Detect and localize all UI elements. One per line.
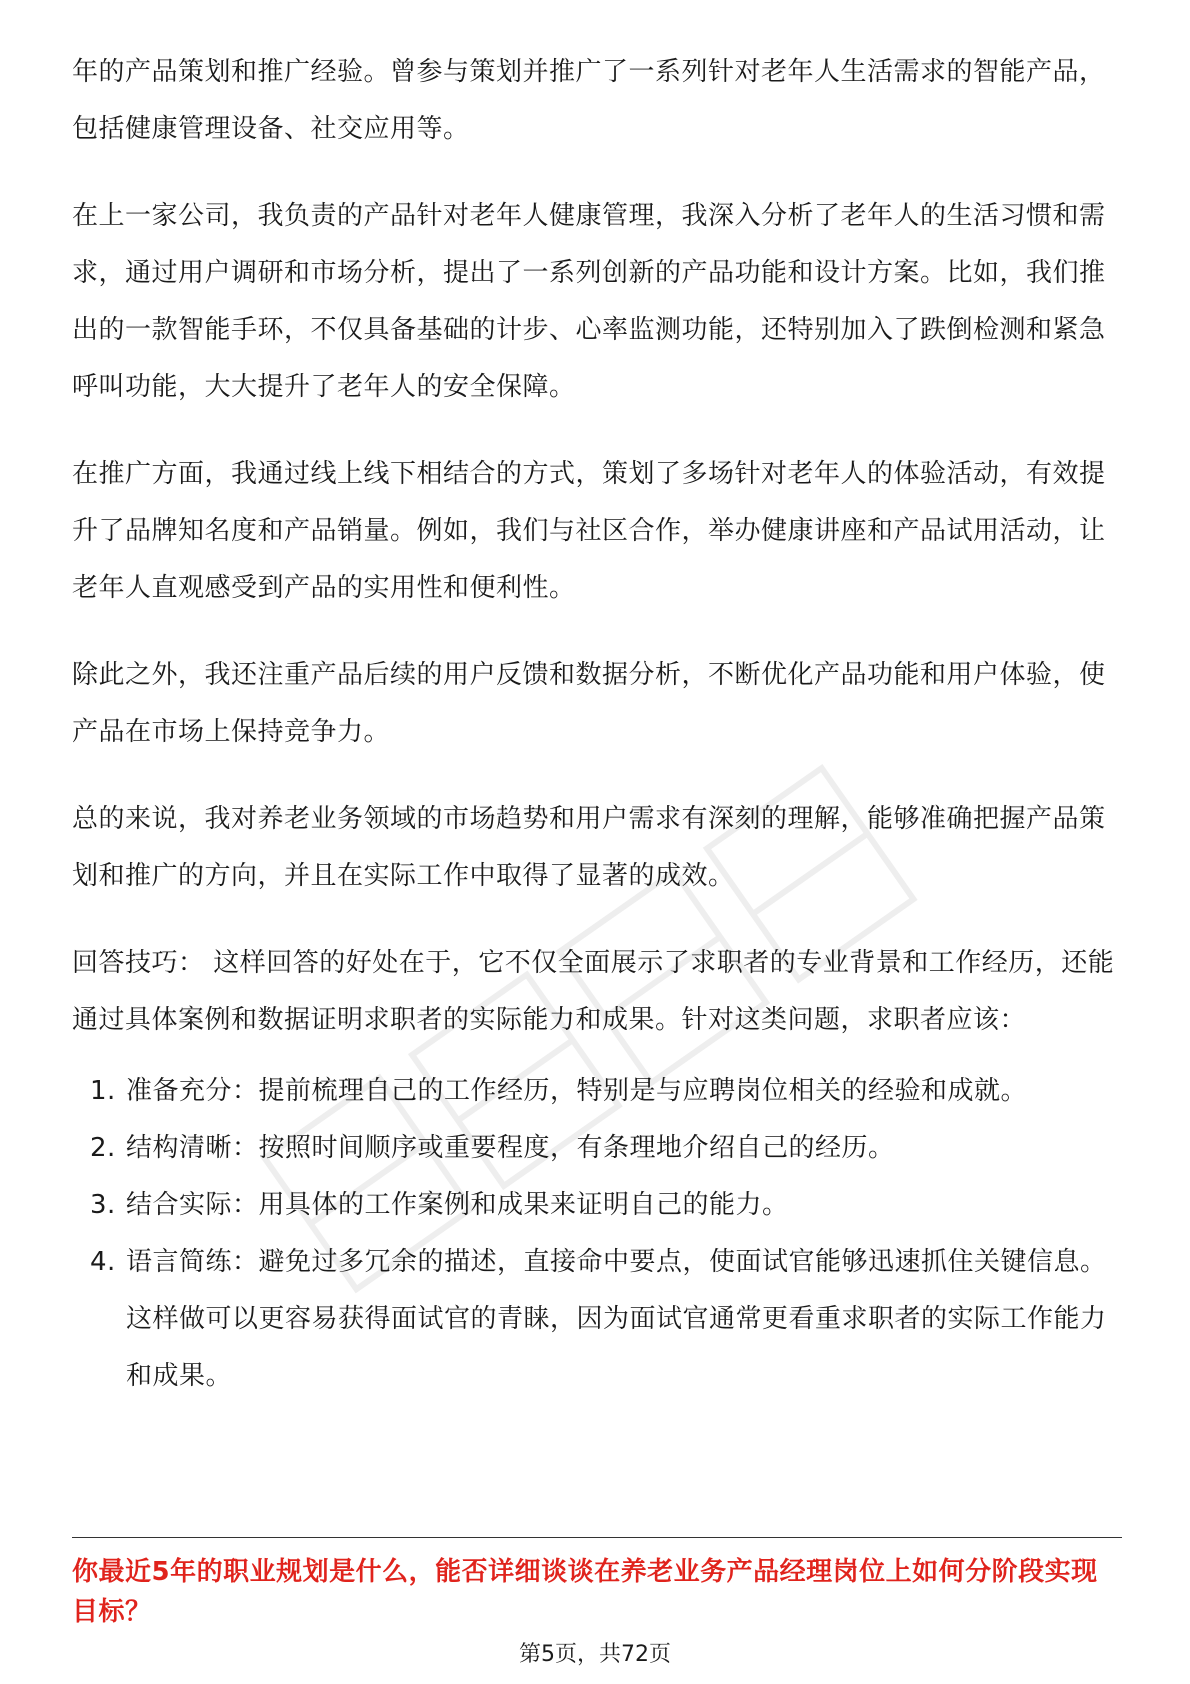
- list-item-text: 语言简练：避免过多冗余的描述，直接命中要点，使面试官能够迅速抓住关键信息。 这样做可以更容易获得面试官的青睐，因为面试官通常更看重求职者的实际工作能力和成果。: [126, 1247, 1107, 1391]
- paragraph-feedback: 除此之外，我还注重产品后续的用户反馈和数据分析，不断优化产品功能和用户体验，使产品在市场上保持竞争力。: [72, 660, 1106, 747]
- list-item-number: 1.: [90, 1076, 116, 1106]
- paragraph-experience-intro: 年的产品策划和推广经验。曾参与策划并推广了一系列针对老年人生活需求的智能产品，包括健康管理设备、社交应用等。: [72, 57, 1106, 144]
- next-question-heading: 你最近5年的职业规划是什么，能否详细谈谈在养老业务产品经理岗位上如何分阶段实现目标？: [72, 1557, 1098, 1627]
- tips-list: [72, 1063, 1122, 1405]
- list-item: [72, 1177, 1122, 1234]
- list-item: [72, 1234, 1122, 1405]
- paragraph-summary: 总的来说，我对养老业务领域的市场趋势和用户需求有深刻的理解，能够准确把握产品策划和推广的方向，并且在实际工作中取得了显著的成效。: [72, 804, 1106, 891]
- paragraph-answer-tips: 回答技巧： 这样回答的好处在于，它不仅全面展示了求职者的专业背景和工作经历，还能通过具体案例和数据证明求职者的实际能力和成果。针对这类问题，求职者应该：: [72, 948, 1115, 1035]
- page-number-footer: 第5页，共72页: [519, 1642, 671, 1667]
- list-item-number: 2.: [90, 1133, 116, 1163]
- paragraph-product-case: 在上一家公司，我负责的产品针对老年人健康管理，我深入分析了老年人的生活习惯和需求，通过用户调研和市场分析，提出了一系列创新的产品功能和设计方案。比如，我们推出的一款智能手环，不仅具备基础的计步、心率监测功能，还特别加入了跌倒检测和紧急呼叫功能，大大提升了老年人的安全保障。: [72, 201, 1106, 402]
- paragraph-promotion: 在推广方面，我通过线上线下相结合的方式，策划了多场针对老年人的体验活动，有效提升了品牌知名度和产品销量。例如，我们与社区合作，举办健康讲座和产品试用活动，让老年人直观感受到产品的实用性和便利性。: [72, 459, 1106, 603]
- list-item: [72, 1063, 1122, 1120]
- body-text: [72, 44, 1122, 1405]
- list-item-text: 结合实际：用具体的工作案例和成果来证明自己的能力。: [126, 1190, 789, 1220]
- list-item-text: 结构清晰：按照时间顺序或重要程度，有条理地介绍自己的经历。: [126, 1133, 895, 1163]
- list-item: [72, 1120, 1122, 1177]
- list-item-number: 4.: [90, 1247, 116, 1277]
- section-divider: [72, 1537, 1122, 1538]
- list-item-text: 准备充分：提前梳理自己的工作经历，特别是与应聘岗位相关的经验和成就。: [126, 1076, 1028, 1106]
- list-item-number: 3.: [90, 1190, 116, 1220]
